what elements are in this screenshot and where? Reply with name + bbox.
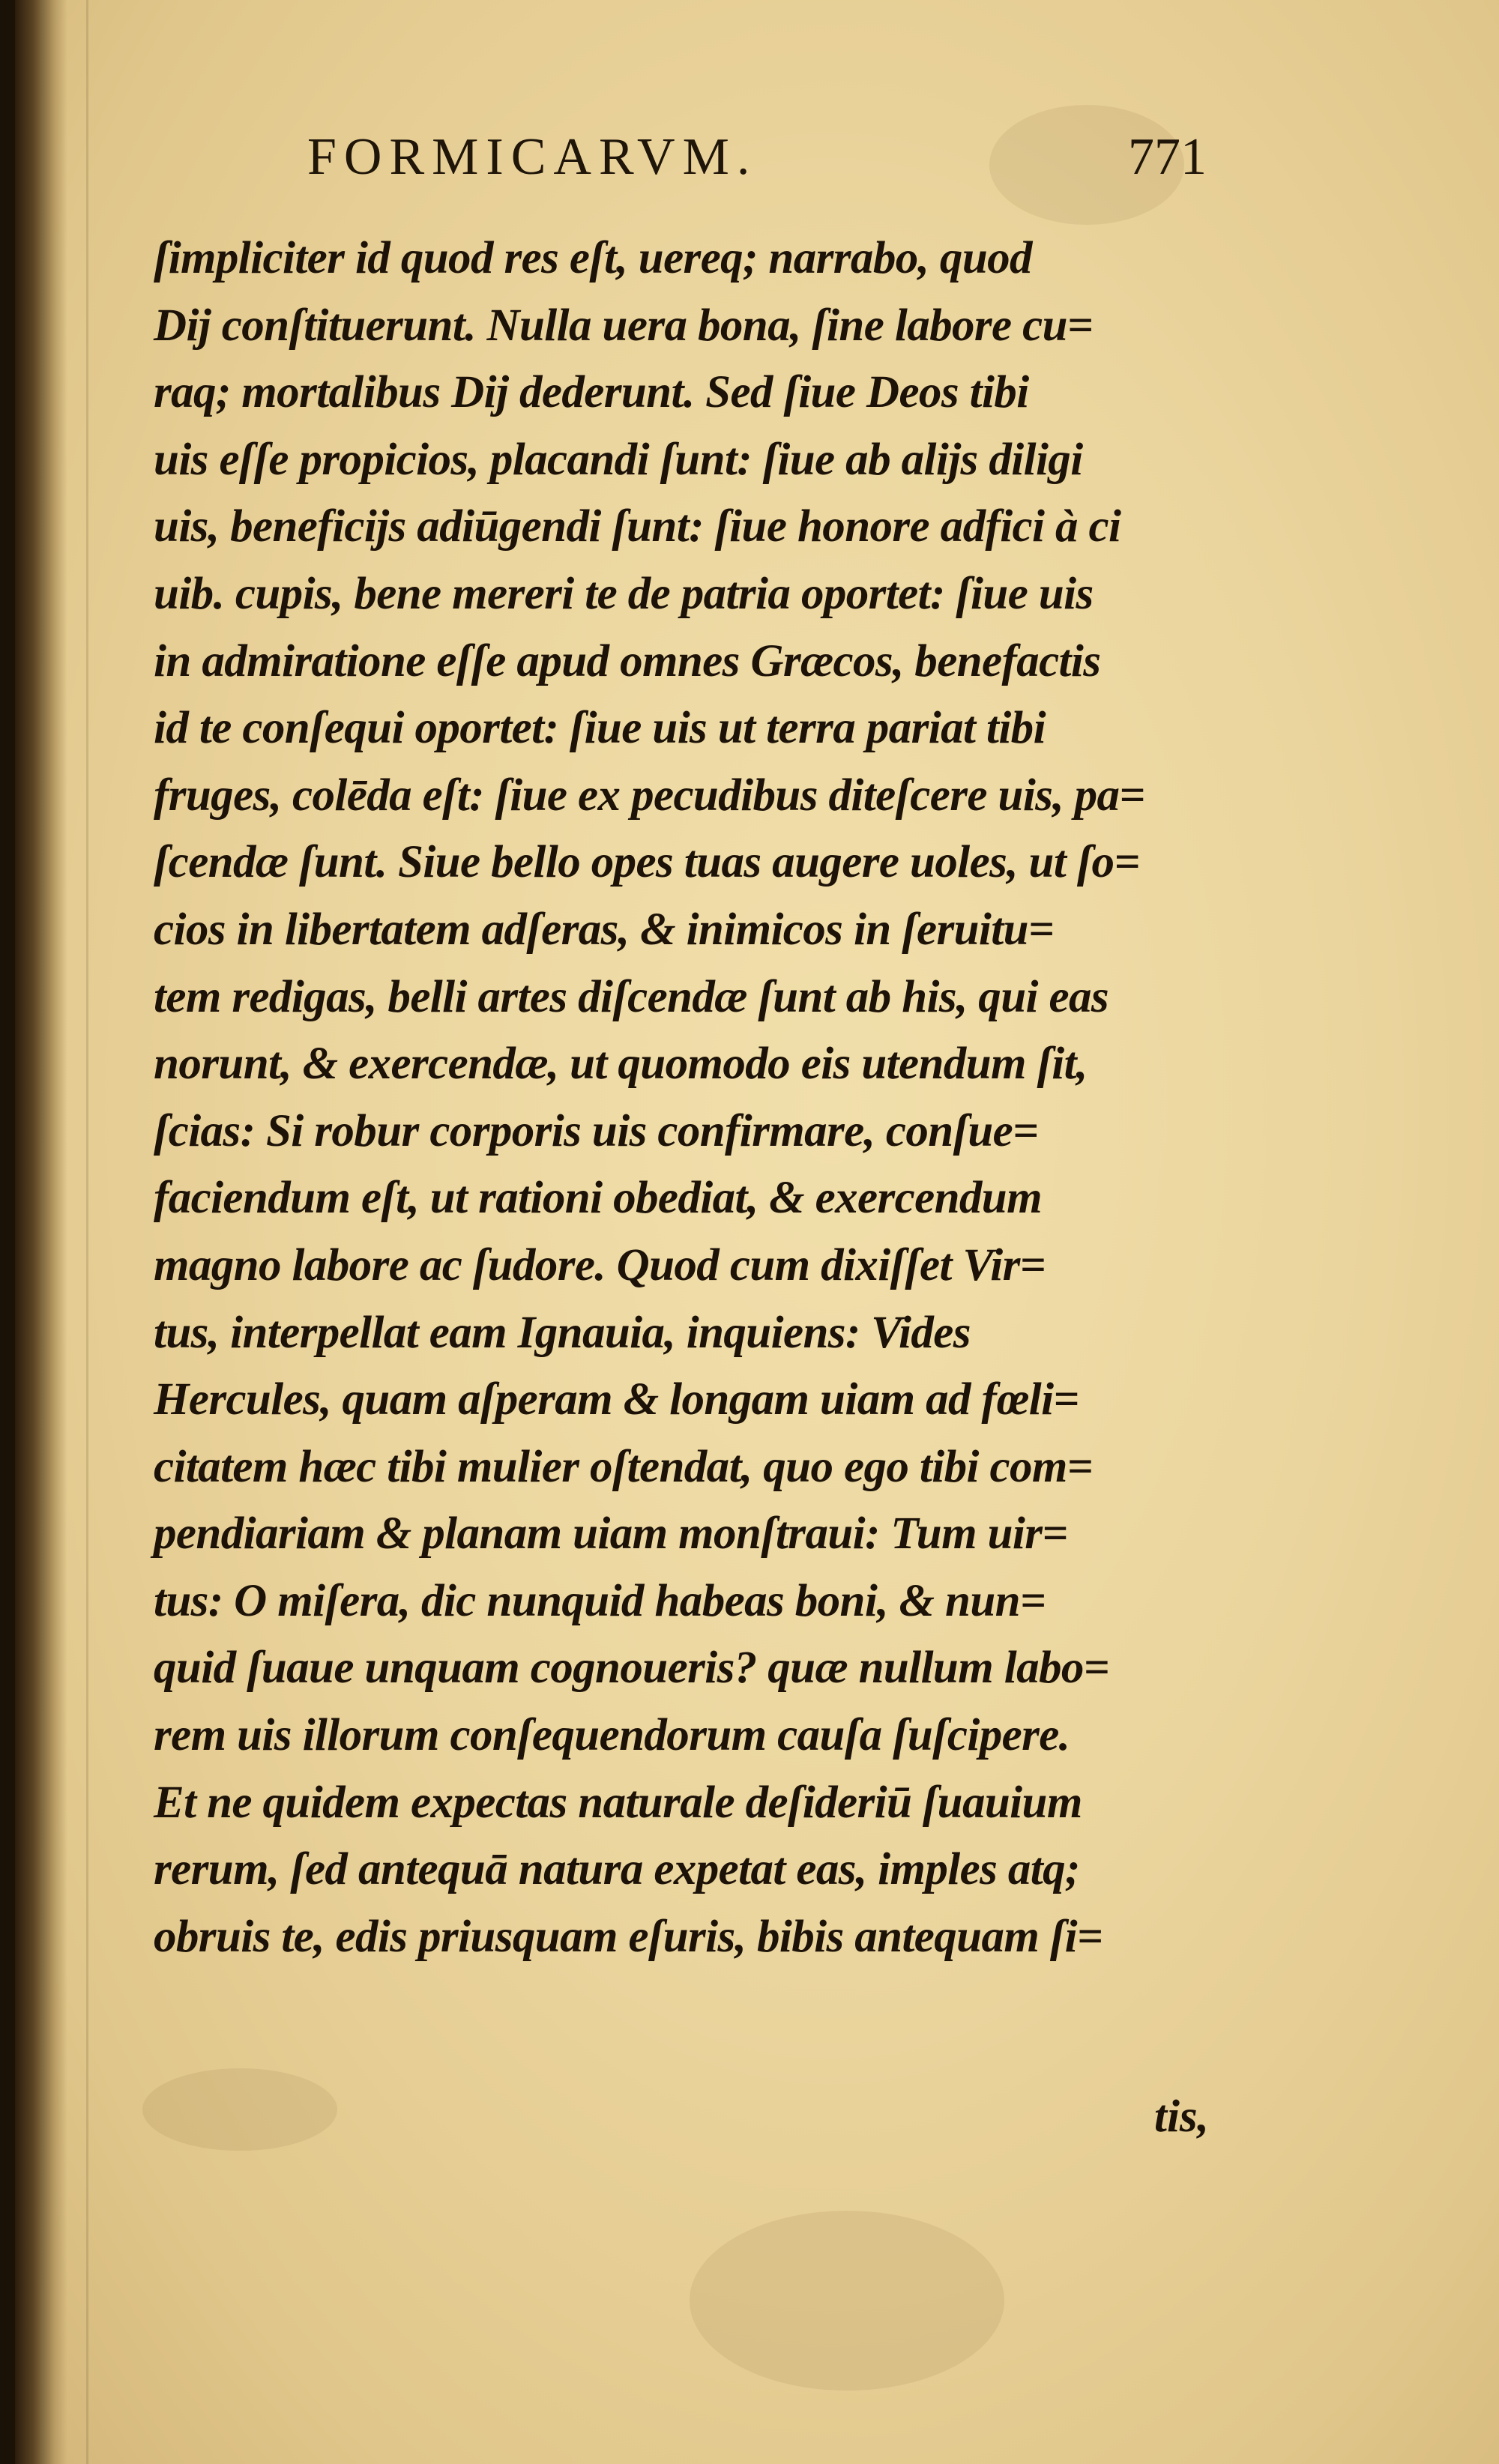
text-line: id te conſequi oportet: ſiue uis ut terra pariat tibi (154, 703, 1046, 754)
text-line: obruis te, edis priusquam eſuris, bibis antequam ſi= (154, 1911, 1103, 1962)
paper-stain (690, 2211, 1004, 2391)
catchword: tis, (1154, 2092, 1209, 2142)
text-line: raq; mortalibus Dij dederunt. Sed ſiue Deos tibi (154, 367, 1029, 418)
text-line: ſcias: Si robur corporis uis confirmare, conſue= (154, 1105, 1039, 1156)
running-title: FORMICARVM. (307, 128, 758, 186)
text-line: fruges, colēda eſt: ſiue ex pecudibus diteſcere uis, pa= (154, 770, 1145, 821)
book-page (15, 0, 1499, 2464)
page-number: 771 (1128, 128, 1207, 186)
text-line: uis, beneficijs adiūgendi ſunt: ſiue honore adfici à ci (154, 501, 1121, 552)
text-line: Et ne quidem expectas naturale deſideriū ſuauium (154, 1777, 1082, 1828)
text-line: faciendum eſt, ut rationi obediat, & exercendum (154, 1173, 1042, 1224)
text-line: rem uis illorum conſequendorum cauſa ſuſcipere. (154, 1710, 1070, 1761)
text-line: tus, interpellat eam Ignauia, inquiens: Vides (154, 1307, 971, 1358)
text-line: in admiratione eſſe apud omnes Græcos, benefactis (154, 635, 1101, 686)
text-line: citatem hæc tibi mulier oſtendat, quo ego tibi com= (154, 1441, 1093, 1492)
binding-spine (15, 0, 67, 2464)
text-line: tus: O miſera, dic nunquid habeas boni, & nun= (154, 1575, 1046, 1626)
text-line: quid ſuaue unquam cognoueris? quæ nullum labo= (154, 1643, 1109, 1694)
text-line: uib. cupis, bene mereri te de patria oportet: ſiue uis (154, 568, 1094, 619)
page-fold (86, 0, 88, 2464)
text-line: Dij conſtituerunt. Nulla uera bona, ſine labore cu= (154, 300, 1094, 351)
text-line: pendiariam & planam uiam monſtraui: Tum uir= (154, 1509, 1068, 1559)
text-line: Hercules, quam aſperam & longam uiam ad fœli= (154, 1374, 1079, 1425)
body-text (154, 225, 1218, 1970)
text-line: cios in libertatem adſeras, & inimicos in ſeruitu= (154, 904, 1055, 955)
text-line: magno labore ac ſudore. Quod cum dixiſſet Vir= (154, 1239, 1046, 1290)
text-line: ſimpliciter id quod res eſt, uereq; narrabo, quod (154, 233, 1032, 283)
text-line: uis eſſe propicios, placandi ſunt: ſiue ab alijs diligi (154, 434, 1083, 485)
text-line: tem redigas, belli artes diſcendæ ſunt ab his, qui eas (154, 971, 1109, 1022)
page-header (307, 127, 1207, 195)
text-line: ſcendæ ſunt. Siue bello opes tuas augere uoles, ut ſo= (154, 837, 1140, 888)
text-line: rerum, ſed antequā natura expetat eas, imples atq; (154, 1844, 1080, 1895)
text-line: norunt, & exercendæ, ut quomodo eis utendum ſit, (154, 1039, 1088, 1090)
paper-stain (142, 2068, 337, 2151)
